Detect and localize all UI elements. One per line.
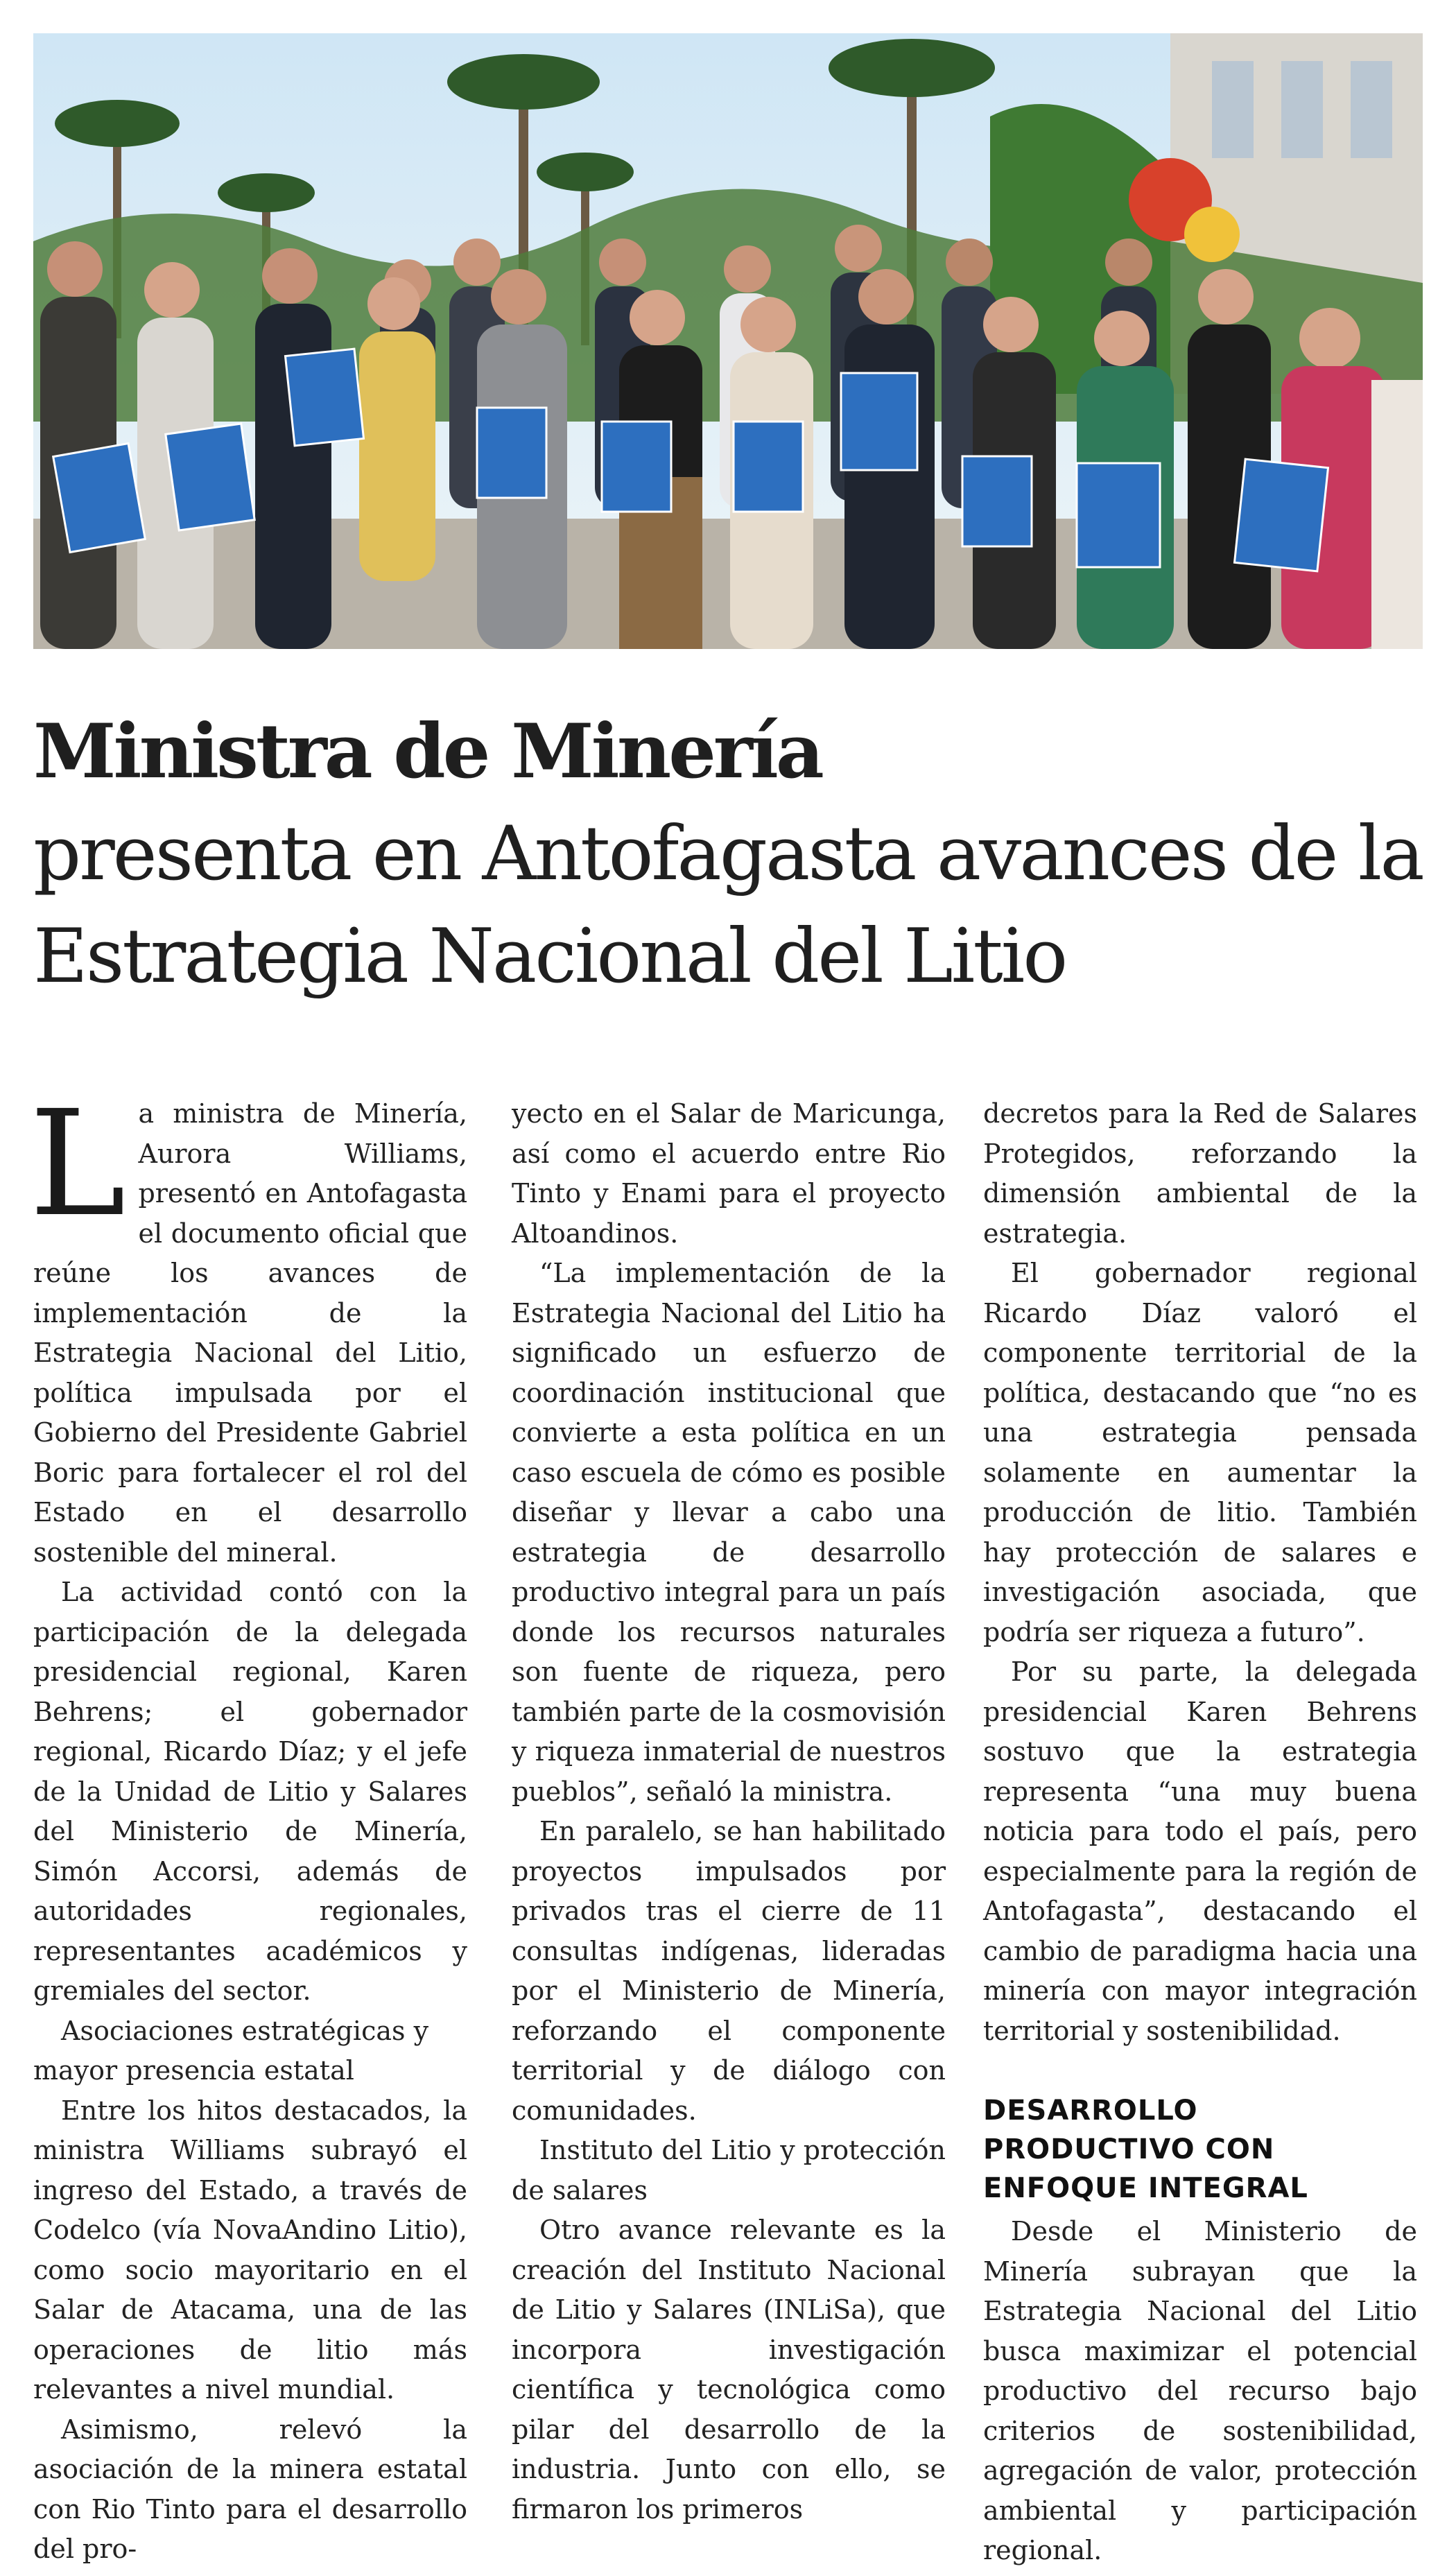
paragraph: Desde el Ministerio de Minería subrayan que la Estrategia Nacional del Litio busca maximizar el potencial productivo del recurso bajo criterios de sostenibilidad, agregación de valor, protección ambiental y participación regional. bbox=[983, 2216, 1417, 2565]
headline-kicker: Ministra de Minería bbox=[33, 708, 822, 795]
drop-cap: L bbox=[29, 1079, 126, 1249]
paragraph: La actividad contó con la participación de la delegada presidencial regional, Karen Behrens; el gobernador regional, Ricardo Díaz; y el jefe de la Unidad de Litio y Salares del Ministerio de Minería, Simón Accorsi, además de autoridades regionales, representantes académicos y gremiales del sector. bbox=[33, 1577, 467, 2006]
paragraph: Por su parte, la delegada presidencial Karen Behrens sostuvo que la estrategia representa “una muy buena noticia para todo el país, pero especialmente para la región de Antofagasta”, destacando el cambio de paradigma hacia una minería con mayor integración territorial y sostenibilidad. bbox=[983, 1656, 1417, 2046]
paragraph: Entre los hitos destacados, la ministra Williams subrayó el ingreso del Estado, a través de Codelco (vía NovaAndino Litio), como socio mayoritario en el Salar de Atacama, una de las operaciones de litio más relevantes a nivel mundial. bbox=[33, 2095, 467, 2405]
quote-paragraph: “La implementación de la Estrategia Nacional del Litio ha significado un esfuerzo de coordinación institucional que convierte a esta política en un caso escuela de cómo es posible diseñar y llevar a cabo una estrategia de desarrollo productivo integral para un país donde los recursos naturales son fuente de riqueza, pero también parte de la cosmovisión y riqueza inmaterial de nuestros pueblos”, señaló la ministra. bbox=[512, 1258, 946, 1807]
paragraph: decretos para la Red de Salares Protegidos, reforzando la dimensión ambiental de la estrategia. bbox=[983, 1098, 1417, 1249]
headline-deck: presenta en Antofagasta avances de la Estrategia Nacional del Litio bbox=[33, 811, 1423, 1000]
inline-subhead: Asociaciones estratégicas y mayor presencia estatal bbox=[33, 2015, 429, 2086]
paragraph: yecto en el Salar de Maricunga, así como el acuerdo entre Rio Tinto y Enami para el proyecto Altoandinos. bbox=[512, 1098, 946, 1249]
paragraph: Asimismo, relevó la asociación de la minera estatal con Rio Tinto para el desarrollo del pro- bbox=[33, 2414, 467, 2564]
article-column-3 bbox=[983, 1094, 1417, 2571]
group-photo-illustration bbox=[33, 33, 1423, 649]
section-subhead: DESARROLLO PRODUCTIVO CON ENFOQUE INTEGRAL bbox=[983, 2095, 1308, 2204]
lead-paragraph-text: a ministra de Minería, Aurora Williams, presentó en Antofagasta el documento oficial que reúne los avances de implementación de la Estrategia Nacional del Litio, política impulsada por el Gobierno del Presidente Gabriel Boric para fortalecer el rol del Estado en el desarrollo sostenible del mineral. bbox=[33, 1098, 467, 1568]
headline bbox=[33, 700, 1423, 1008]
article-column-2 bbox=[512, 1094, 946, 2529]
paragraph: Otro avance relevante es la creación del Instituto Nacional de Litio y Salares (INLiSa), que incorpora investigación científica y tecnológica como pilar del desarrollo de la industria. Junto con ello, se firmaron los primeros bbox=[512, 2215, 946, 2525]
group-photo bbox=[33, 33, 1423, 649]
article-column-1 bbox=[29, 1079, 467, 2570]
paragraph: El gobernador regional Ricardo Díaz valoró el componente territorial de la política, destacando que “no es una estrategia pensada solamente en aumentar la producción de litio. También hay protección de salares e investigación asociada, que podría ser riqueza a futuro”. bbox=[983, 1258, 1417, 1647]
inline-subhead: Instituto del Litio y protección de salares bbox=[512, 2135, 946, 2206]
lead-paragraph bbox=[29, 1079, 467, 1573]
paragraph: En paralelo, se han habilitado proyectos impulsados por privados tras el cierre de 11 consultas indígenas, lideradas por el Ministerio de Minería, reforzando el componente territorial y de diálogo con comunidades. bbox=[512, 1816, 946, 2126]
